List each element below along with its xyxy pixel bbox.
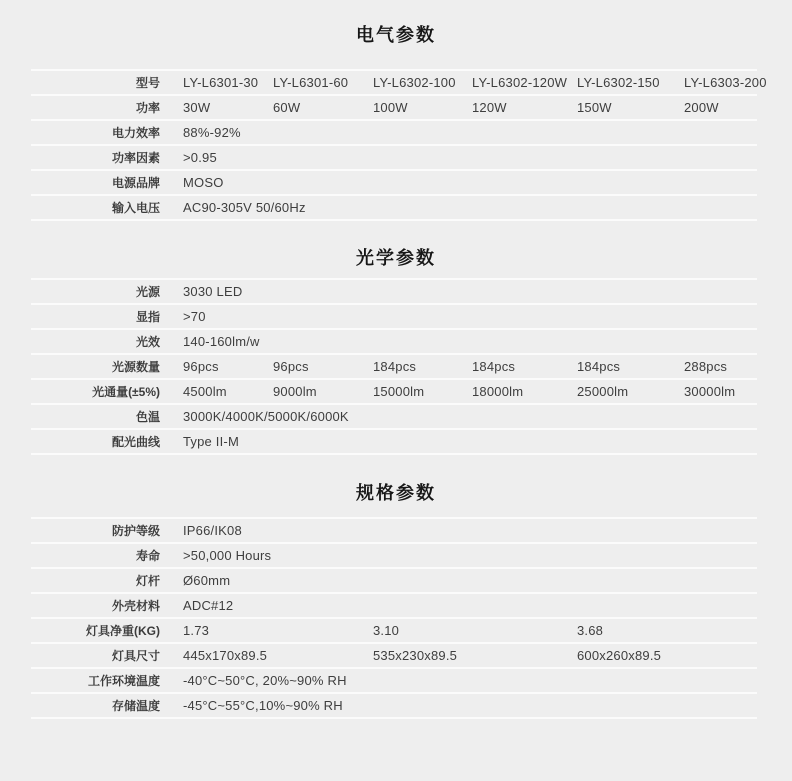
row-value: 3030 LED (183, 284, 243, 299)
table-row (31, 305, 757, 330)
table-row (31, 196, 757, 221)
row-label: 工作环境温度 (87, 674, 160, 688)
row-value: 184pcs (373, 359, 417, 374)
row-value: >70 (183, 309, 206, 324)
row-label: 型号 (135, 76, 160, 90)
row-value: LY-L6302-120W (472, 75, 568, 90)
table-row (31, 544, 757, 569)
row-label: 显指 (135, 310, 160, 324)
row-value: 184pcs (472, 359, 516, 374)
row-value: Type II-M (183, 434, 239, 449)
table-row (31, 619, 757, 644)
table-row (31, 355, 757, 380)
row-label: 电源品牌 (111, 176, 160, 190)
row-label: 外壳材料 (111, 599, 160, 613)
table-row (31, 280, 757, 305)
row-value: LY-L6302-150 (577, 75, 660, 90)
row-value: 600x260x89.5 (577, 648, 662, 663)
row-value: LY-L6302-100 (373, 75, 456, 90)
row-value: 96pcs (183, 359, 219, 374)
row-value: 3.10 (373, 623, 400, 638)
row-value: 15000lm (373, 384, 425, 399)
row-value: 30W (183, 100, 211, 115)
spec-section-2 (0, 247, 792, 455)
row-value: MOSO (183, 175, 224, 190)
row-value: 9000lm (273, 384, 317, 399)
table-row (31, 594, 757, 619)
table-row (31, 146, 757, 171)
row-value: 100W (373, 100, 408, 115)
row-value: 140-160lm/w (183, 334, 260, 349)
row-label: 光通量(±5%) (92, 385, 160, 399)
row-label: 光效 (135, 335, 160, 349)
row-label: 灯杆 (135, 574, 160, 588)
row-label: 光源数量 (111, 360, 160, 374)
spec-table (31, 69, 767, 221)
row-label: 配光曲线 (111, 435, 160, 449)
table-row (31, 644, 757, 669)
row-value: >50,000 Hours (183, 548, 272, 563)
row-value: 200W (684, 100, 719, 115)
section-title: 光学参数 (356, 248, 436, 268)
row-value: LY-L6301-30 (183, 75, 259, 90)
spec-sheet (0, 24, 792, 719)
row-value: Ø60mm (183, 573, 231, 588)
sections (0, 24, 792, 719)
table-row (31, 96, 757, 121)
row-label: 灯具尺寸 (111, 649, 160, 663)
row-value: 3.68 (577, 623, 604, 638)
section-title: 电气参数 (356, 25, 436, 45)
row-value: 96pcs (273, 359, 309, 374)
row-value: 535x230x89.5 (373, 648, 458, 663)
row-label: 寿命 (135, 549, 160, 563)
row-label: 输入电压 (111, 201, 160, 215)
row-value: 288pcs (684, 359, 728, 374)
table-row (31, 71, 767, 96)
row-value: 445x170x89.5 (183, 648, 268, 663)
table-row (31, 171, 757, 196)
row-value: LY-L6303-200 (684, 75, 767, 90)
spec-section-1 (0, 24, 792, 221)
table-row (31, 380, 757, 405)
row-value: 3000K/4000K/5000K/6000K (183, 409, 349, 424)
row-value: 184pcs (577, 359, 621, 374)
table-row (31, 569, 757, 594)
row-value: ADC#12 (183, 598, 234, 613)
row-value: 150W (577, 100, 612, 115)
row-value: 1.73 (183, 623, 210, 638)
table-row (31, 430, 757, 455)
spec-table (31, 278, 757, 455)
row-value: 88%-92% (183, 125, 241, 140)
row-label: 电力效率 (111, 126, 160, 140)
row-value: IP66/IK08 (183, 523, 242, 538)
row-value: 25000lm (577, 384, 629, 399)
table-row (31, 694, 757, 719)
row-value: 30000lm (684, 384, 736, 399)
row-label: 防护等级 (111, 524, 160, 538)
row-value: 4500lm (183, 384, 227, 399)
table-row (31, 330, 757, 355)
row-value: -45°C~55°C,10%~90% RH (183, 698, 343, 713)
table-row (31, 405, 757, 430)
table-row (31, 121, 757, 146)
row-value: >0.95 (183, 150, 217, 165)
row-label: 灯具净重(KG) (86, 624, 160, 638)
row-label: 功率 (135, 101, 160, 115)
spec-section-3 (0, 482, 792, 719)
row-value: -40°C~50°C, 20%~90% RH (183, 673, 347, 688)
spec-table (31, 517, 757, 719)
section-title: 规格参数 (356, 483, 436, 503)
row-label: 功率因素 (111, 151, 160, 165)
row-value: 18000lm (472, 384, 524, 399)
table-row (31, 669, 757, 694)
table-row (31, 519, 757, 544)
row-label: 光源 (135, 285, 160, 299)
row-value: 60W (273, 100, 301, 115)
row-value: AC90-305V 50/60Hz (183, 200, 306, 215)
row-label: 色温 (135, 410, 160, 424)
row-label: 存储温度 (111, 699, 160, 713)
row-value: 120W (472, 100, 507, 115)
row-value: LY-L6301-60 (273, 75, 349, 90)
